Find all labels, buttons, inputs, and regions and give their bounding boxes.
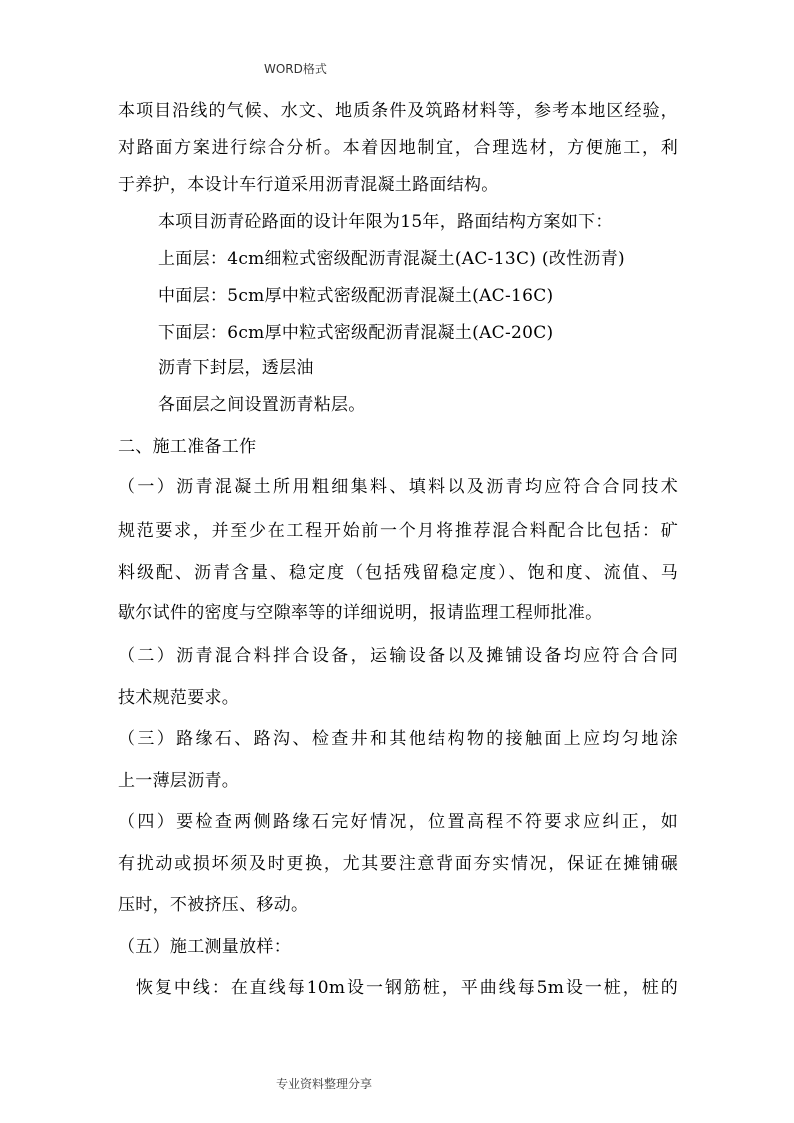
paragraph-line: 下面层：6cm厚中粒式密级配沥青混凝土(AC-20C) [158, 323, 554, 343]
section-heading: 二、施工准备工作 [118, 437, 257, 457]
paragraph-line: （五）施工测量放样： [118, 937, 291, 957]
paragraph-line: （四）要检查两侧路缘石完好情况，位置高程不符要求应纠正，如 [118, 812, 678, 832]
paragraph-line: 沥青下封层，透层油 [158, 358, 314, 378]
paragraph-line: 本项目沿线的气候、水文、地质条件及筑路材料等，参考本地区经验， [118, 101, 678, 121]
paragraph-line: 本项目沥青砼路面的设计年限为15年，路面结构方案如下： [158, 212, 613, 232]
paragraph-line: 各面层之间设置沥青粘层。 [158, 395, 366, 415]
paragraph-line: 上面层：4cm细粒式密级配沥青混凝土(AC-13C) (改性沥青) [158, 249, 625, 269]
paragraph-line: 技术规范要求。 [118, 688, 240, 708]
page-footer: 专业资料整理分享 [276, 1077, 373, 1091]
paragraph-line: 规范要求，并至少在工程开始前一个月将推荐混合料配合比包括：矿 [118, 521, 678, 541]
paragraph-line: 对路面方案进行综合分析。本着因地制宜，合理选材，方便施工，利 [118, 138, 678, 158]
paragraph-line: （一）沥青混凝土所用粗细集料、填料以及沥青均应符合合同技术 [118, 477, 678, 497]
paragraph-line: 压时，不被挤压、移动。 [118, 895, 309, 915]
paragraph-line: 歇尔试件的密度与空隙率等的详细说明，报请监理工程师批准。 [118, 603, 603, 623]
paragraph-line: 上一薄层沥青。 [118, 771, 240, 791]
paragraph-line: 有扰动或损坏须及时更换，尤其要注意背面夯实情况，保证在摊铺碾 [118, 854, 678, 874]
page-header: WORD格式 [264, 62, 327, 76]
paragraph-line: 中面层：5cm厚中粒式密级配沥青混凝土(AC-16C) [158, 286, 554, 306]
paragraph-line: 于养护，本设计车行道采用沥青混凝土路面结构。 [118, 175, 499, 195]
paragraph-line: （二）沥青混合料拌合设备，运输设备以及摊铺设备均应符合合同 [118, 646, 678, 666]
paragraph-line: 料级配、沥青含量、稳定度（包括残留稳定度）、饱和度、流值、马 [118, 563, 678, 583]
paragraph-line: 恢复中线：在直线每10m设一钢筋桩，平曲线每5m设一桩，桩的 [136, 978, 678, 998]
paragraph-line: （三）路缘石、路沟、检查井和其他结构物的接触面上应均匀地涂 [118, 729, 678, 749]
